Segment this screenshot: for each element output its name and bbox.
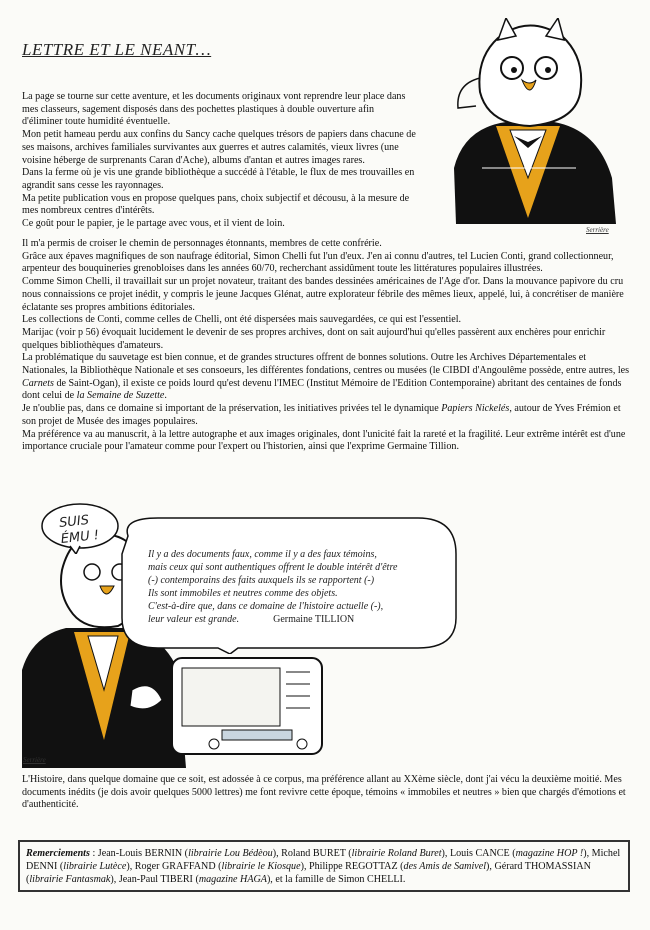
- intro-p4: Ma petite publication vous en propose quelques pans, choix subjectif et décousu, à la mesure de mes nombreux centres d'intérêts.: [22, 192, 410, 217]
- quote-author: Germaine TILLION: [273, 614, 355, 625]
- page-title: LETTRE ET LE NEANT…: [22, 40, 212, 59]
- quote-line: (-) contemporains des faits auxquels ils se rapportent (-): [148, 575, 375, 586]
- quote-line-last: leur valeur est grande. Germaine TILLION: [148, 614, 355, 625]
- body-p8: Ma préférence va au manuscrit, à la lettre autographe et aux images originales, dont l'unicité fait la rareté et la fragilité. Leur extrême intérêt est d'une importance cruciale pour l'amateur comme pour l'expert ou l'historien, ainsi que l'exprime Germaine Tillion.: [22, 428, 626, 453]
- quote-line: C'est-à-dire que, dans ce domaine de l'histoire actuelle (-),: [148, 601, 384, 612]
- body-p4: Les collections de Conti, comme celles de Chelli, ont été dispersées mais sauvegardées, ce qui est l'essentiel.: [22, 314, 462, 326]
- quote-text: [148, 548, 448, 626]
- intro-text: [22, 91, 417, 231]
- intro-p3: Dans la ferme où je vis une grande bibliothèque a succédé à l'étable, le flux de mes trouvailles en agrandit sans cesse les rayonnages.: [22, 167, 415, 191]
- speech-emu-text: SUIS ÉMU !: [58, 512, 100, 547]
- closing-text: L'Histoire, dans quelque domaine que ce soit, est adossée à ce corpus, ma préférence allant au XXème siècle, dont j'ai vécu la deuxième moitié. Mes documents inédits (je dois avoir quelques 5000 lettres) me font revivre cette époque, témoins « immobiles et neutres » bien que chargés d'émotions et d'authenticité.: [22, 774, 626, 811]
- acknowledgements-label: Remerciements: [26, 848, 90, 859]
- body-p3: Comme Simon Chelli, il travaillait sur un projet novateur, traitant des bandes dessinées américaines de l'Age d'or. Dans la mouvance papivore du cru nous connaissions ce projet inédit, y compris le jeune Jacques Glénat, autre explorateur fébrile des mêmes lieux, appelé, lui, à concrétiser de manière éclatante ses propres ambitions éditoriales.: [22, 276, 624, 313]
- body-p7: Je n'oublie pas, dans ce domaine si important de la préservation, les initiatives privées tel le dynamique Papiers Nickelés, autour de Yves Frémion et son projet de Musée des images populaires.: [22, 403, 621, 427]
- quote-line: Il y a des documents faux, comme il y a des faux témoins,: [148, 549, 377, 560]
- intro-p5: Ce goût pour le papier, je le partage avec vous, et il vient de loin.: [22, 218, 285, 230]
- body-p1: Il m'a permis de croiser le chemin de personnages étonnants, membres de cette confrérie.: [22, 238, 382, 249]
- intro-p2: Mon petit hameau perdu aux confins du Sancy cache quelques trésors de papiers dans chacune de ses maisons, archives familiales survivantes aux guerres et autres calamités, vieux livres (une voisine héberge de surprenants Caran d'Ache), albums d'antan et autres images rares.: [22, 129, 416, 166]
- illustrator-signature-bottom: Serrière: [23, 756, 46, 764]
- intro-p1: La page se tourne sur cette aventure, et les documents originaux vont reprendre leur place dans mes classeurs, sagement disposés dans des pochettes plastiques à double ouverture afin d'éliminer toute humidité éventuelle.: [22, 91, 406, 128]
- illustrator-signature-top: Serrière: [586, 226, 609, 234]
- main-text: [22, 238, 630, 454]
- quote-line: mais ceux qui sont authentiques offrent le double intérêt d'être: [148, 562, 398, 573]
- body-p6: La problématique du sauvetage est bien connue, et de grandes structures offrent de bonnes solutions. Outre les Archives Départementales et Nationales, la Bibliothèque Nationale et ses consoeurs, les différentes fondations, centres ou musées (le CIBDI d'Angoulême possède, entre autres, les Carnets de Saint-Ogan), il existe ce poids lourd qu'est devenu l'IMEC (Institut Mémoire de l'Edition Contemporaine) abritant des centaines de fonds dont celui de la Semaine de Suzette.: [22, 352, 630, 402]
- body-p2: Grâce aux épaves magnifiques de son naufrage éditorial, Simon Chelli fut l'un d'eux. J'en ai connu d'autres, tel Lucien Conti, grand collectionneur, arpenteur des bouquineries grenobloises dans les années 60/70, recherchant assidûment toute les littératures populaires illustrées.: [22, 250, 614, 275]
- quote-line: Ils sont immobiles et neutres comme des objets.: [148, 588, 338, 599]
- body-p5: Marijac (voir p 56) évoquait lucidement le devenir de ses propres archives, dont on sait aujourd'hui qu'elles passèrent aux enchères pour enrichir quelques bibliothèques d'amateurs.: [22, 326, 606, 351]
- acknowledgements-box: Remerciements : Jean-Louis BERNIN (librairie Lou Bédèou), Roland BURET (librairie Roland Buret), Louis CANCE (magazine HOP !), Michel DENNI (librairie Lutèce), Roger GRAFFAND (librairie le Kiosque), Philippe REGOTTAZ (des Amis de Samivel), Gérard THOMASSIAN (librairie Fantasmak), Jean-Paul TIBERI (magazine HAGA), et la famille de Simon CHELLI.: [18, 840, 630, 892]
- owl-illustration-top: [436, 18, 618, 224]
